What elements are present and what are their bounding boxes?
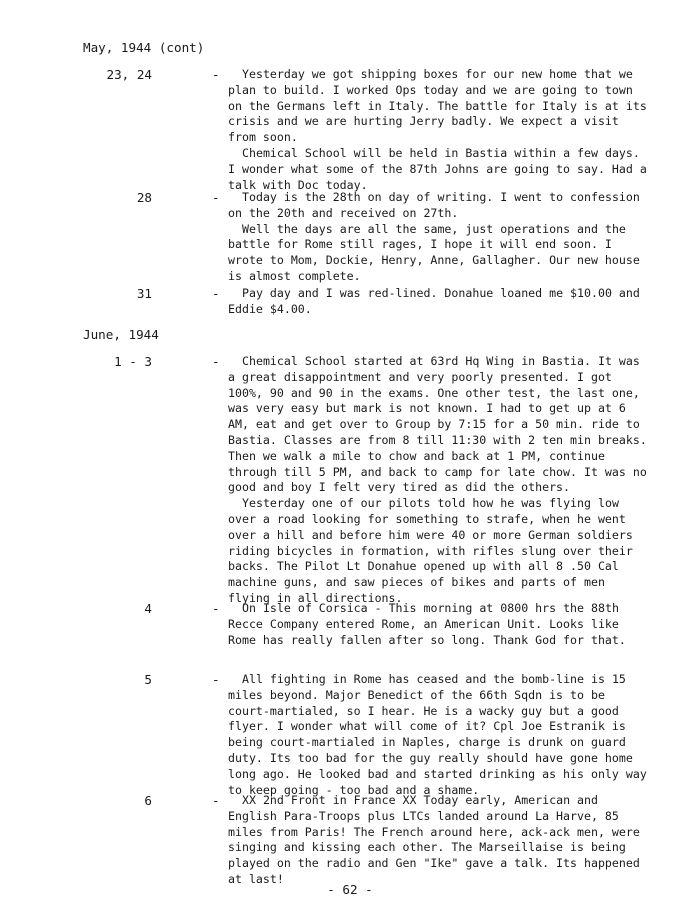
entry-date: 6 xyxy=(144,793,152,808)
entry-text xyxy=(228,672,648,798)
entry-dash: - xyxy=(212,67,220,82)
entry-date: 23, 24 xyxy=(106,67,152,82)
entry-paragraph: Chemical School started at 63rd Hq Wing in Bastia. It was a great disappointment and very poorly presented. I got 100%, 90 and 90 in the exams. One other test, the last one, was very easy but mark is not known. I had to get up at 6 AM, eat and get over to Group by 7:15 for a 50 min. ride to Bastia. Classes are from 8 till 11:30 with 2 ten min breaks. Then we walk a mile to chow and back at 1 PM, continue through till 5 PM, and back to camp for late chow. It was no good and boy I felt very tired as did the others. xyxy=(228,354,647,495)
entry-text xyxy=(228,793,648,888)
entry-dash: - xyxy=(212,672,220,687)
entry-text xyxy=(228,286,648,318)
entry-date: 31 xyxy=(136,286,152,301)
entry-dash: - xyxy=(212,190,220,205)
entry-date: 1 - 3 xyxy=(114,354,152,369)
entry-date: 5 xyxy=(144,672,152,687)
entry-date: 4 xyxy=(144,601,152,616)
section-heading-june: June, 1944 xyxy=(83,327,159,342)
entry-paragraph: Well the days are all the same, just operations and the battle for Rome still rages, I hope it will end soon. I wrote to Mom, Dockie, Henry, Anne, Gallagher. Our new house is almost complete. xyxy=(228,221,640,283)
entry-date: 28 xyxy=(136,190,152,205)
entry-paragraph: Yesterday one of our pilots told how he was flying low over a road looking for something to strafe, when he went over a hill and before him were 40 or more German soldiers riding bicycles in formation, with rifles slung over their backs. The Pilot Lt Donahue opened up with all 8 .50 Cal machine guns, and saw pieces of bikes and parts of men flying in all directions. xyxy=(228,496,633,605)
entry-dash: - xyxy=(212,601,220,616)
entry-dash: - xyxy=(212,793,220,808)
entry-dash: - xyxy=(212,354,220,369)
entry-paragraph: Yesterday we got shipping boxes for our new home that we plan to build. I worked Ops today and we are going to town on the Germans left in Italy. The battle for Italy is at its crisis and we are hurting Jerry badly. We expect a visit from soon. xyxy=(228,67,647,145)
entry-text xyxy=(228,67,648,193)
entry-paragraph: On Isle of Corsica - This morning at 0800 hrs the 88th Recce Company entered Rome, an American Unit. Looks like Rome has really fallen after so long. Thank God for that. xyxy=(228,601,626,647)
entry-dash: - xyxy=(212,286,220,301)
entry-text xyxy=(228,190,648,285)
entry-paragraph: XX 2nd Front in France XX Today early, American and English Para-Troops plus LTCs landed around La Harve, 85 miles from Paris! The French around here, ack-ack men, were singing and kissing each other. The Marseillaise is being played on the radio and Gen "Ike" gave a talk. Its happened at last! xyxy=(228,793,640,886)
page-number: - 62 - xyxy=(327,882,373,897)
entry-paragraph: Chemical School will be held in Bastia within a few days. I wonder what some of the 87th Johns are going to say. Had a talk with Doc today. xyxy=(228,145,647,192)
entry-paragraph: Pay day and I was red-lined. Donahue loaned me $10.00 and Eddie $4.00. xyxy=(228,286,640,316)
entry-text xyxy=(228,601,648,648)
entry-text xyxy=(228,354,648,607)
entry-paragraph: Today is the 28th on day of writing. I went to confession on the 20th and received on 27th. xyxy=(228,190,640,220)
section-heading-may: May, 1944 (cont) xyxy=(83,40,205,55)
entry-paragraph: All fighting in Rome has ceased and the bomb-line is 15 miles beyond. Major Benedict of the 66th Sqdn is to be court-martialed, so I hear. He is a wacky guy but a good flyer. I wonder what will come of it? Cpl Joe Estranik is being court-martialed in Naples, charge is drunk on guard duty. Its too bad for the guy really should have gone home long ago. He looked bad and started drinking as his only way to keep going - too bad and a shame. xyxy=(228,672,647,797)
